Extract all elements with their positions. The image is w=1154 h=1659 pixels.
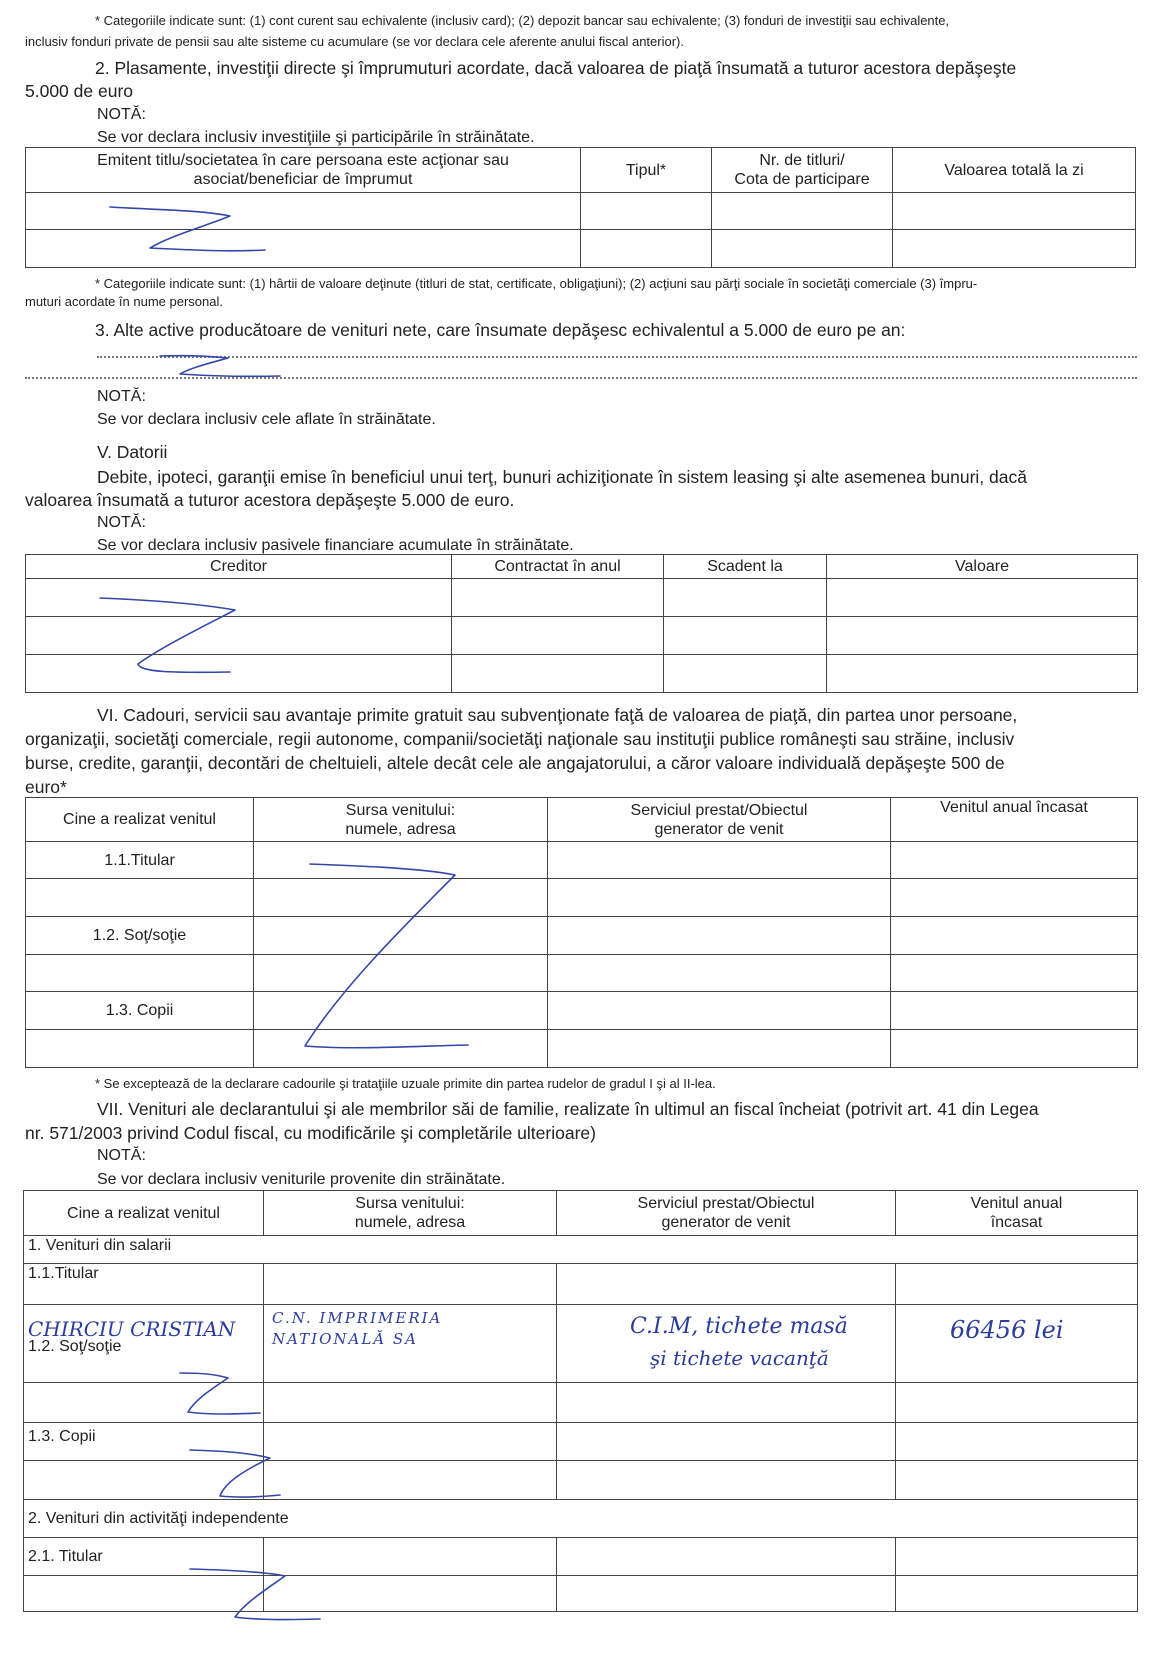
table-row	[24, 1423, 1138, 1461]
section-vii-nota-label: NOTĂ:	[97, 1147, 146, 1164]
section-vi-paragraph-line2: organizaţii, societăţi comerciale, regii autonome, companii/societăţi naţionale sau instituţii publice româneşti sau străine, inclusiv	[25, 729, 1015, 749]
column-header-type: Tipul*	[581, 148, 712, 193]
section-iv2-nota-text: Se vor declara inclusiv investiţiile şi participările în străinătate.	[97, 129, 535, 146]
table-row	[24, 1461, 1138, 1500]
table-row	[26, 879, 1138, 917]
column-header-contracted-year: Contractat în anul	[452, 555, 664, 579]
table-row	[24, 1264, 1138, 1305]
section-v-heading: V. Datorii	[97, 442, 168, 462]
table-row	[26, 842, 1138, 879]
row-label-titular-independent: 2.1. Titular	[24, 1538, 264, 1576]
table-row	[24, 1538, 1138, 1576]
section-v-nota-label: NOTĂ:	[97, 514, 146, 531]
section-vi-paragraph-line4: euro*	[25, 777, 67, 797]
section-iv2-footnote-line1: * Categoriile indicate sunt: (1) hârtii de valoare deţinute (titluri de stat, certificate, obligaţiuni); (2) acţiuni sau părţi sociale în societăţi comerciale (3) împru-	[95, 276, 978, 291]
section-vii-paragraph-line1: VII. Venituri ale declarantului şi ale membrilor săi de familie, realizate în ultimul an fiscal încheiat (potrivit art. 41 din Legea	[97, 1099, 1039, 1119]
column-header-who: Cine a realizat venitul	[26, 798, 254, 842]
intro-footnote-line1: * Categoriile indicate sunt: (1) cont curent sau echivalente (inclusiv card); (2) depozit bancar sau echivalente; (3) fonduri de investiţii sau echivalente,	[95, 13, 950, 28]
section-iv2-footnote-line2: muturi acordate în nume personal.	[25, 294, 223, 309]
table-header-row	[26, 148, 1136, 193]
z-mark-other-assets	[160, 356, 280, 377]
row-label-independent: 2. Venituri din activităţi independente	[24, 1500, 1138, 1538]
section-vi-footnote: * Se exceptează de la declarare cadourile şi trataţiile uzuale primite din partea rudelor de gradul I şi al II-lea.	[95, 1076, 716, 1091]
table-header-row	[26, 798, 1138, 842]
row-label-children: 1.3. Copii	[24, 1423, 264, 1461]
row-label-spouse: 1.2. Soţ/soţie	[26, 917, 254, 955]
column-header-source: Sursa venitului: numele, adresa	[254, 798, 548, 842]
section-iv3-nota-text: Se vor declara inclusiv cele aflate în străinătate.	[97, 411, 436, 428]
column-header-service: Serviciul prestat/Obiectul generator de venit	[557, 1191, 896, 1236]
table-header-row	[24, 1191, 1138, 1236]
section-iv3-nota-label: NOTĂ:	[97, 388, 146, 405]
table-header-row	[26, 555, 1138, 579]
table-row	[24, 1236, 1138, 1264]
column-header-service: Serviciul prestat/Obiectul generator de venit	[548, 798, 891, 842]
row-label-titular: 1.1.Titular	[26, 842, 254, 879]
column-header-annual-income: Venitul anual încasat	[891, 798, 1138, 842]
intro-footnote-line2: inclusiv fonduri private de pensii sau alte sisteme cu acumulare (se vor declara cele aferente anului fiscal anterior).	[25, 34, 684, 49]
section-v-paragraph-line2: valoarea însumată a tuturor acestora depăşeşte 5.000 de euro.	[25, 490, 515, 510]
section-iv3-paragraph: 3. Alte active producătoare de venituri nete, care însumate depăşesc echivalentul a 5.000 de euro pe an:	[95, 320, 906, 340]
column-header-value: Valoare	[827, 555, 1138, 579]
handwritten-source-line1: C.N. IMPRIMERIA	[272, 1309, 443, 1327]
table-row	[26, 230, 1136, 268]
table-row	[26, 579, 1138, 617]
table-row	[26, 193, 1136, 230]
section-v-paragraph-line1: Debite, ipoteci, garanţii emise în beneficiul unui terţ, bunuri achiziţionate în sistem leasing şi alte asemenea bunuri, dacă	[97, 467, 1027, 487]
column-header-due-date: Scadent la	[664, 555, 827, 579]
table-row	[26, 1030, 1138, 1068]
row-label-salaries: 1. Venituri din salarii	[24, 1236, 1138, 1264]
section-vi-paragraph-line3: burse, credite, garanţii, decontări de cheltuieli, altele decât cele ale angajatorului, a căror valoare individuală depăşeşte 500 de	[25, 753, 1005, 773]
row-label-titular: 1.1.Titular	[24, 1264, 264, 1305]
handwritten-service-line2: şi tichete vacanţă	[650, 1346, 829, 1370]
section-iv2-paragraph-line2: 5.000 de euro	[25, 81, 134, 101]
section-iv2-nota-label: NOTĂ:	[97, 106, 146, 123]
table-row	[24, 1576, 1138, 1612]
row-label-spouse: 1.2. Soţ/soţie	[24, 1305, 264, 1383]
section-iv2-paragraph-line1: 2. Plasamente, investiţii directe şi împrumuturi acordate, dacă valoarea de piaţă însumată a tuturor acestora depăşeşte	[95, 58, 1017, 78]
column-header-issuer: Emitent titlu/societatea în care persoana este acţionar sau asociat/beneficiar de împrumut	[26, 148, 581, 193]
table-row	[26, 617, 1138, 655]
debts-table	[25, 554, 1138, 693]
section-v-nota-text: Se vor declara inclusiv pasivele financiare acumulate în străinătate.	[97, 537, 574, 554]
row-label-children: 1.3. Copii	[26, 992, 254, 1030]
section-vii-nota-text: Se vor declara inclusiv veniturile provenite din străinătate.	[97, 1171, 506, 1188]
table-row	[26, 655, 1138, 693]
income-table	[23, 1190, 1138, 1612]
column-header-shares: Nr. de titluri/ Cota de participare	[712, 148, 893, 193]
table-row	[26, 917, 1138, 955]
table-row	[26, 992, 1138, 1030]
section-vii-paragraph-line2: nr. 571/2003 privind Codul fiscal, cu modificările şi completările ulterioare)	[25, 1123, 596, 1143]
gifts-table	[25, 797, 1138, 1068]
table-row	[24, 1500, 1138, 1538]
blank-line	[97, 356, 1137, 358]
column-header-source: Sursa venitului: numele, adresa	[264, 1191, 557, 1236]
investments-table	[25, 147, 1136, 268]
handwritten-name: CHIRCIU CRISTIAN	[28, 1317, 236, 1341]
column-header-creditor: Creditor	[26, 555, 452, 579]
blank-line	[25, 377, 1137, 379]
table-row	[26, 955, 1138, 992]
section-vi-paragraph-line1: VI. Cadouri, servicii sau avantaje primite gratuit sau subvenţionate faţă de valoarea de piaţă, din partea unor persoane,	[97, 705, 1018, 725]
column-header-annual-income: Venitul anual încasat	[896, 1191, 1138, 1236]
column-header-who: Cine a realizat venitul	[24, 1191, 264, 1236]
handwritten-source-line2: NATIONALĂ SA	[272, 1330, 418, 1348]
table-row	[24, 1383, 1138, 1423]
handwritten-service-line1: C.I.M, tichete masă	[630, 1314, 848, 1339]
handwritten-amount: 66456 lei	[950, 1316, 1064, 1344]
column-header-total-value: Valoarea totală la zi	[893, 148, 1136, 193]
